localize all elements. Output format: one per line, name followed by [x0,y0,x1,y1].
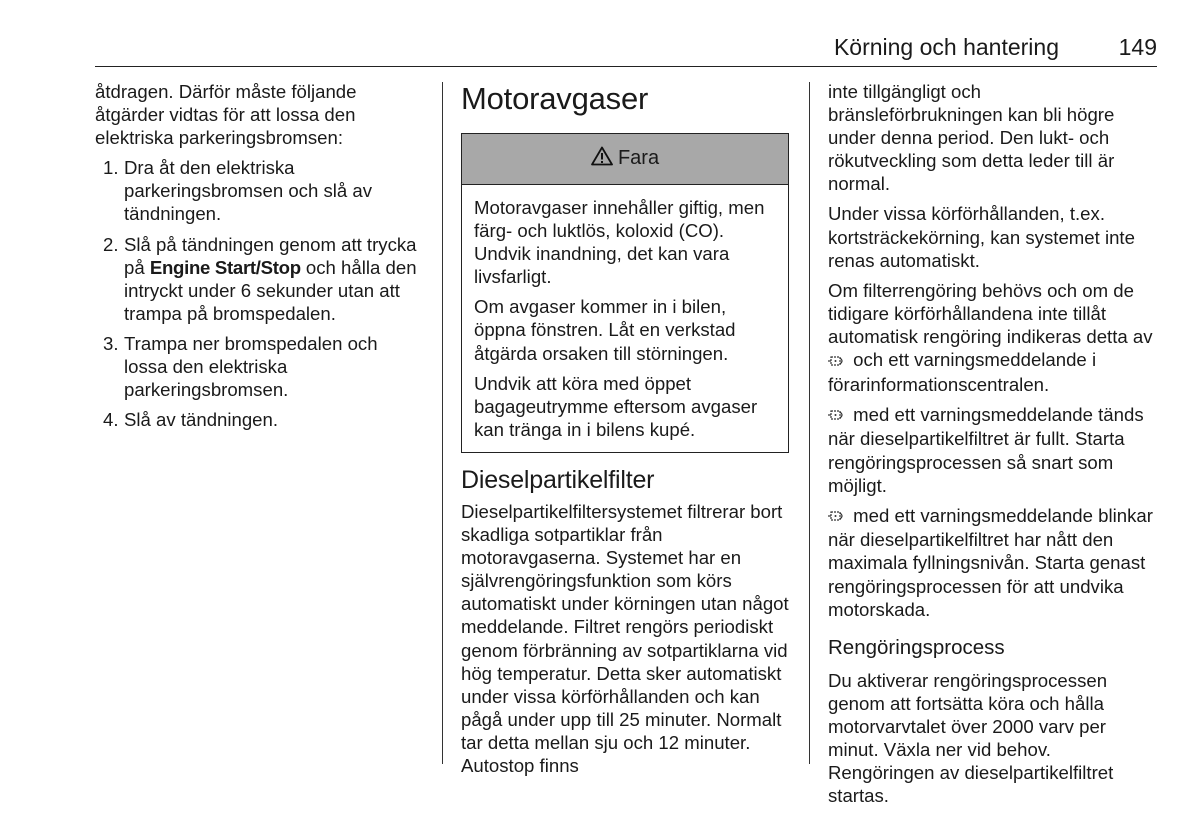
body-paragraph: Under vissa körförhållanden, t.ex. kortsträckekörning, kan systemet inte renas automatiskt. [828,203,1135,271]
step-number: 1. [103,157,119,179]
page-header [95,34,1157,67]
list-item [95,408,425,431]
subsection-heading: Dieselpartikelfilter [461,465,655,494]
diesel-particle-filter-icon [828,404,848,427]
body-paragraph: Du aktiverar rengöringsprocessen genom att fortsätta köra och hålla motorvarvtalet över 2000 varv per minut. Växla ner vid behov. Rengöringen av dieselpartikelfiltret startas. [828,669,1114,807]
danger-paragraph: Undvik att köra med öppet bagageutrymme eftersom avgaser kan tränga in i bilens kupé. [474,372,758,440]
subsection-heading: Rengöringsprocess [828,635,1005,659]
list-item [95,332,425,401]
column-1 [95,80,425,438]
warning-triangle-icon [591,146,613,172]
diesel-particle-filter-icon [828,505,848,528]
danger-paragraph: Om avgaser kommer in i bilen, öppna fönstren. Låt en verkstad åtgärda orsaken till störningen. [474,296,736,364]
diesel-particle-filter-icon [828,350,848,373]
chapter-title: Körning och hantering [833,34,1059,60]
step-number: 2. [103,233,119,255]
body-paragraph: inte tillgängligt och bränsleförbrukningen kan bli högre under denna period. Den lukt- och rökutveckling som detta leder till är normal. [828,81,1115,195]
danger-paragraph: Motoravgaser innehåller giftig, men färg- och luktlös, koloxid (CO). Undvik inandning, det kan vara livsfarligt. [474,197,765,288]
list-item [95,156,425,225]
danger-header [462,134,788,185]
step-text: Slå på tändningen genom att trycka på [124,233,417,278]
column-3 [828,80,1158,814]
danger-title: Fara [617,147,660,170]
body-paragraph: Dieselpartikelfiltersystemet filtrerar bort skadliga sotpartiklar från motoravgaserna. Systemet har en självrengöringsfunktion som körs automatiskt under körningen utan något meddelande. Filtret rengörs periodiskt genom förbränning av sotpartiklarna vid hög temperatur. Detta sker automatiskt under vissa körförhållanden och kan pågå under upp till 25 minuter. Normalt tar detta mellan sju och 12 minuter. Autostop finns [461,500,789,776]
list-item [95,233,425,325]
step-text: Dra åt den elektriska parkeringsbromsen och slå av tändningen. [124,157,373,225]
step-text: Slå av tändningen. [124,409,279,431]
intro-paragraph: åtdragen. Därför måste följande åtgärder vidtas för att lossa den elektriska parkeringsbromsen: [95,81,357,149]
section-heading: Motoravgaser [461,81,649,116]
body-paragraph: med ett varningsmeddelande blinkar när dieselpartikelfiltret har nått den maximala fyllningsnivån. Starta genast rengöringsprocessen för att undvika motorskada. [828,504,1153,620]
page-number: 149 [1118,34,1157,60]
body-paragraph: Om filterrengöring behövs och om de tidigare körförhållandena inte tillåt automatisk rengöring indikeras detta av och ett varningsmeddelande i förarinformationscentralen. [828,279,1153,395]
column-2 [461,80,791,784]
step-list [95,156,425,431]
body-paragraph: med ett varningsmeddelande tänds när dieselpartikelfiltret är fullt. Starta rengöringsprocessen så snart som möjligt. [828,403,1144,496]
step-number: 4. [103,409,119,431]
column-divider-left [442,82,443,764]
step-text: Trampa ner bromspedalen och lossa den elektriska parkeringsbromsen. [124,332,378,401]
column-divider-right [809,82,810,764]
button-name: Engine Start/Stop [149,256,301,278]
danger-body [462,185,788,452]
step-text: och hålla den intryckt under 6 sekunder utan att trampa på bromspedalen. [124,256,417,324]
danger-box [461,133,789,453]
step-number: 3. [103,332,119,354]
